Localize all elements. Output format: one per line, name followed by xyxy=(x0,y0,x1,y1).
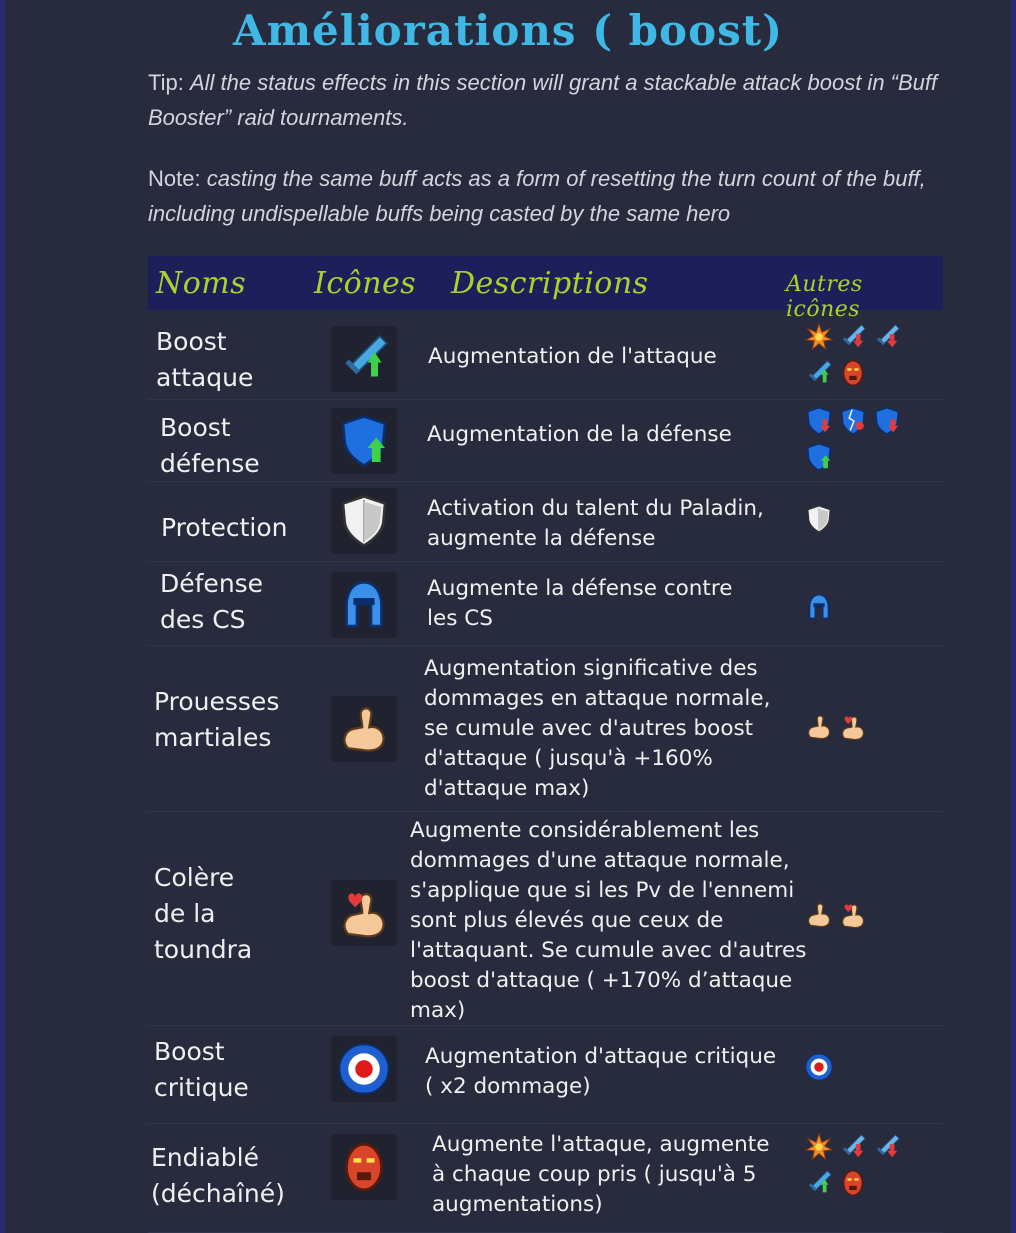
table-row xyxy=(148,812,943,1026)
table-row xyxy=(148,1026,943,1124)
buff-description-line: les CS xyxy=(427,606,493,631)
table-row xyxy=(148,482,943,562)
buff-description xyxy=(424,654,770,804)
buff-description xyxy=(410,816,806,1026)
buff-name xyxy=(161,510,287,546)
buff-description-line: sont plus élevés que ceux de xyxy=(410,908,724,933)
buff-name xyxy=(160,566,263,638)
other-icons xyxy=(804,322,934,394)
buff-description-line: augmente la défense xyxy=(427,526,656,551)
buff-guide-page xyxy=(5,0,1011,1233)
header-other-icons: Autres icônes xyxy=(786,272,863,322)
buff-name-line: de la xyxy=(154,899,216,928)
buff-description-line: à chaque coup pris ( jusqu'à 5 xyxy=(432,1162,757,1187)
helmet-icon xyxy=(331,572,397,638)
buff-description-line: Augmentation d'attaque critique xyxy=(425,1044,777,1069)
shield-down-icon xyxy=(872,406,902,436)
other-icons xyxy=(804,900,934,936)
other-icons xyxy=(804,712,934,748)
flexed-arm-heart-icon xyxy=(331,880,397,946)
buff-name-line: martiales xyxy=(154,723,272,752)
buff-name-line: (déchaîné) xyxy=(151,1179,285,1208)
buff-name-line: critique xyxy=(154,1073,249,1102)
buff-description xyxy=(425,1042,776,1102)
table-row xyxy=(148,400,943,482)
table-row xyxy=(148,318,943,400)
buff-name-line: Défense xyxy=(160,569,264,598)
sword-up-icon xyxy=(331,326,397,392)
buff-name-line: attaque xyxy=(156,363,254,392)
buff-description-line: max) xyxy=(410,998,466,1023)
sword-up-icon xyxy=(804,1168,834,1198)
sword-down-icon xyxy=(838,1132,868,1162)
buff-name xyxy=(160,410,260,482)
flexed-arm-icon xyxy=(804,712,834,742)
target-icon xyxy=(804,1052,834,1082)
tip-text xyxy=(148,65,948,135)
buff-description-line: augmentations) xyxy=(432,1192,603,1217)
flexed-arm-heart-icon xyxy=(838,900,868,930)
buff-description xyxy=(427,420,732,450)
buff-name-line: Endiablé xyxy=(151,1143,259,1172)
buff-description-line: boost d'attaque ( +170% d’attaque xyxy=(410,968,793,993)
tip-label: Tip: xyxy=(148,70,184,95)
buff-description-line: l'attaquant. Se cumule avec d'autres xyxy=(410,938,807,963)
note-label: Note: xyxy=(148,166,201,191)
header-names: Noms xyxy=(156,266,247,301)
table-row xyxy=(148,1124,943,1233)
sword-down-icon xyxy=(872,322,902,352)
buff-name-line: toundra xyxy=(154,935,253,964)
white-shield-icon xyxy=(804,504,834,534)
explosion-icon xyxy=(804,322,834,352)
note-text xyxy=(148,161,948,231)
buff-description-line: se cumule avec d'autres boost xyxy=(424,716,754,741)
other-icons xyxy=(804,406,934,478)
berserk-face-icon xyxy=(838,1168,868,1198)
buff-name-line: des CS xyxy=(160,605,246,634)
buff-name xyxy=(154,860,252,968)
buff-name xyxy=(154,1034,249,1106)
helmet-icon xyxy=(804,592,834,622)
buff-description-line: Augmentation de la défense xyxy=(427,422,732,447)
buff-description-line: dommages d'une attaque normale, xyxy=(410,848,790,873)
table-row xyxy=(148,646,943,812)
buff-description-line: Augmente l'attaque, augmente xyxy=(432,1132,770,1157)
other-icons xyxy=(804,592,934,628)
flexed-arm-heart-icon xyxy=(838,712,868,742)
explosion-icon xyxy=(804,1132,834,1162)
shield-up-icon xyxy=(804,442,834,472)
buff-description-line: Augmentation de l'attaque xyxy=(428,344,717,369)
buff-name-line: Boost xyxy=(160,413,231,442)
other-icons xyxy=(804,504,934,540)
buff-description xyxy=(427,494,764,554)
other-icons xyxy=(804,1052,934,1088)
table-row xyxy=(148,562,943,646)
sword-up-icon xyxy=(804,358,834,388)
buff-name-line: Colère xyxy=(154,863,235,892)
buff-name xyxy=(154,684,279,756)
header-icons: Icônes xyxy=(314,266,417,301)
buff-description-line: d'attaque ( jusqu'à +160% xyxy=(424,746,713,771)
flexed-arm-icon xyxy=(804,900,834,930)
page-title: Améliorations ( boost) xyxy=(233,6,783,55)
buff-name xyxy=(156,324,253,396)
buff-description xyxy=(432,1130,769,1220)
buff-description-line: Augmente la défense contre xyxy=(427,576,733,601)
target-icon xyxy=(331,1036,397,1102)
buff-description-line: dommages en attaque normale, xyxy=(424,686,771,711)
buff-description xyxy=(428,342,717,372)
buff-description-line: ( x2 dommage) xyxy=(425,1074,591,1099)
header-descriptions: Descriptions xyxy=(451,266,649,301)
buff-name-line: défense xyxy=(160,449,260,478)
buff-description-line: s'applique que si les Pv de l'ennemi xyxy=(410,878,795,903)
flexed-arm-icon xyxy=(331,696,397,762)
berserk-face-icon xyxy=(331,1134,397,1200)
sword-down-icon xyxy=(838,322,868,352)
shield-broken-icon xyxy=(838,406,868,436)
buff-name-line: Prouesses xyxy=(154,687,280,716)
white-shield-icon xyxy=(331,488,397,554)
note-body: casting the same buff acts as a form of resetting the turn count of the buff, including undispellable buffs being casted by the same hero xyxy=(148,166,926,226)
other-icons xyxy=(804,1132,934,1204)
table-header xyxy=(148,256,943,322)
buff-name xyxy=(151,1140,285,1212)
buff-description-line: Augmentation significative des xyxy=(424,656,758,681)
sword-down-icon xyxy=(872,1132,902,1162)
shield-down-icon xyxy=(804,406,834,436)
buff-description-line: d'attaque max) xyxy=(424,776,590,801)
tip-body: All the status effects in this section will grant a stackable attack boost in “Buff Booster” raid tournaments. xyxy=(148,70,938,130)
buff-name-line: Boost xyxy=(154,1037,225,1066)
buff-description-line: Augmente considérablement les xyxy=(410,818,760,843)
buff-name-line: Boost xyxy=(156,327,227,356)
berserk-face-icon xyxy=(838,358,868,388)
buff-description xyxy=(427,574,732,634)
buff-description-line: Activation du talent du Paladin, xyxy=(427,496,764,521)
buff-name-line: Protection xyxy=(161,513,288,542)
shield-up-icon xyxy=(331,408,397,474)
